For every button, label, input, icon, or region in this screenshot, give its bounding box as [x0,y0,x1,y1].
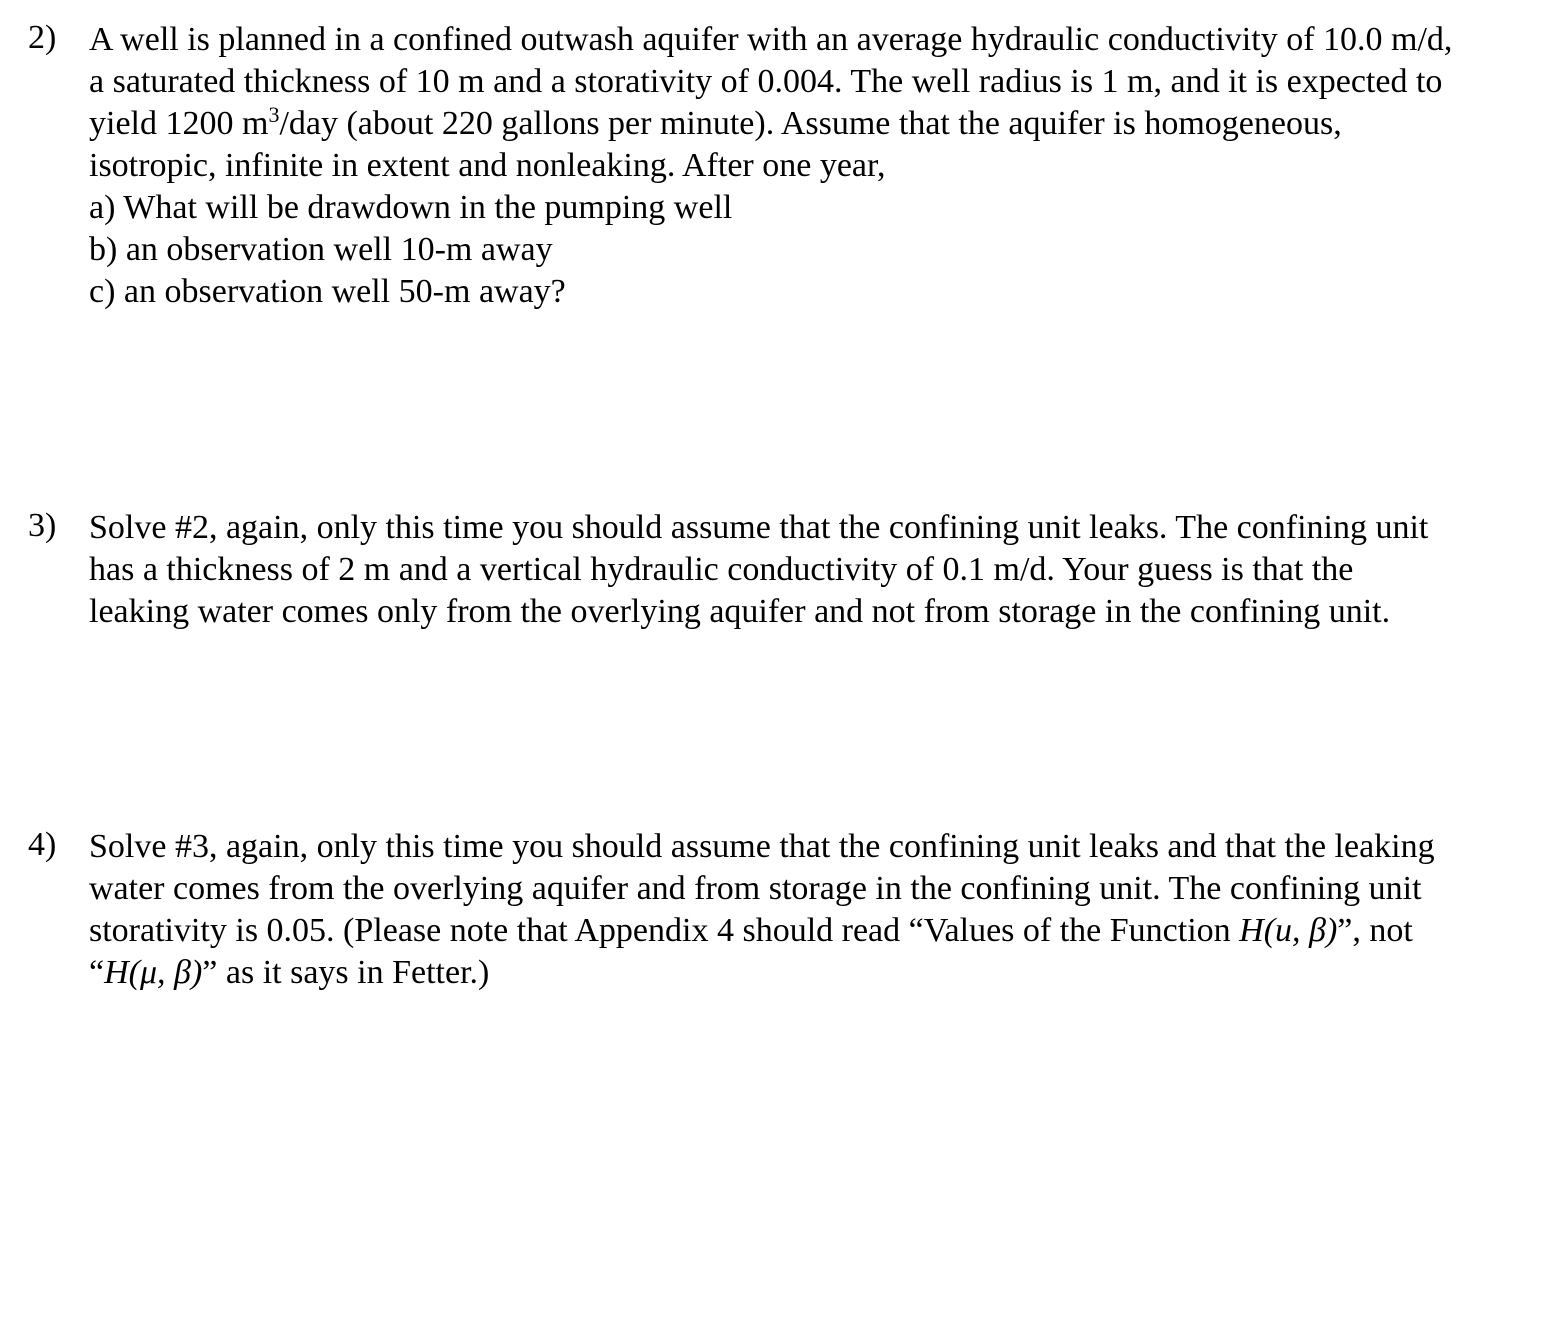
problem-number: 3) [28,507,57,544]
text-line: Solve #2, again, only this time you should assume that the confining unit leaks. The confining unit [89,509,1429,546]
function-notation: H(u, β) [1239,912,1338,949]
problem-number: 2) [28,19,57,56]
text-line [89,910,1534,952]
problem-text [89,507,1534,633]
superscript: 3 [268,102,280,127]
text-segment: yield 1200 m [89,105,269,142]
text-line: a saturated thickness of 10 m and a storativity of 0.004. The well radius is 1 m, and it is expected to [89,63,1443,100]
text-line [89,952,1534,994]
text-line: water comes from the overlying aquifer and from storage in the confining unit. The confining unit [89,870,1422,907]
text-line: A well is planned in a confined outwash aquifer with an average hydraulic conductivity of 10.0 m/d, [89,21,1453,58]
text-segment: storativity is 0.05. (Please note that Appendix 4 should read “Values of the Function [89,912,1240,949]
text-line: leaking water comes only from the overlying aquifer and not from storage in the confining unit. [89,593,1391,630]
text-line [89,103,1534,145]
text-segment: “ [89,954,105,991]
text-segment: ” as it says in Fetter.) [202,954,490,991]
sub-question-c: c) an observation well 50-m away? [89,273,566,310]
sub-question-b: b) an observation well 10-m away [89,231,553,268]
text-segment: /day (about 220 gallons per minute). Assume that the aquifer is homogeneous, [279,105,1342,142]
problem-number: 4) [28,826,57,863]
text-line: isotropic, infinite in extent and nonleaking. After one year, [89,147,886,184]
problem-text [89,19,1534,313]
function-notation: H(μ, β) [104,954,203,991]
text-line: has a thickness of 2 m and a vertical hydraulic conductivity of 0.1 m/d. Your guess is that the [89,551,1354,588]
sub-question-a: a) What will be drawdown in the pumping well [89,189,733,226]
text-segment: ”, not [1337,912,1413,949]
text-line: Solve #3, again, only this time you should assume that the confining unit leaks and that the leaking [89,828,1435,865]
problem-text [89,826,1534,994]
